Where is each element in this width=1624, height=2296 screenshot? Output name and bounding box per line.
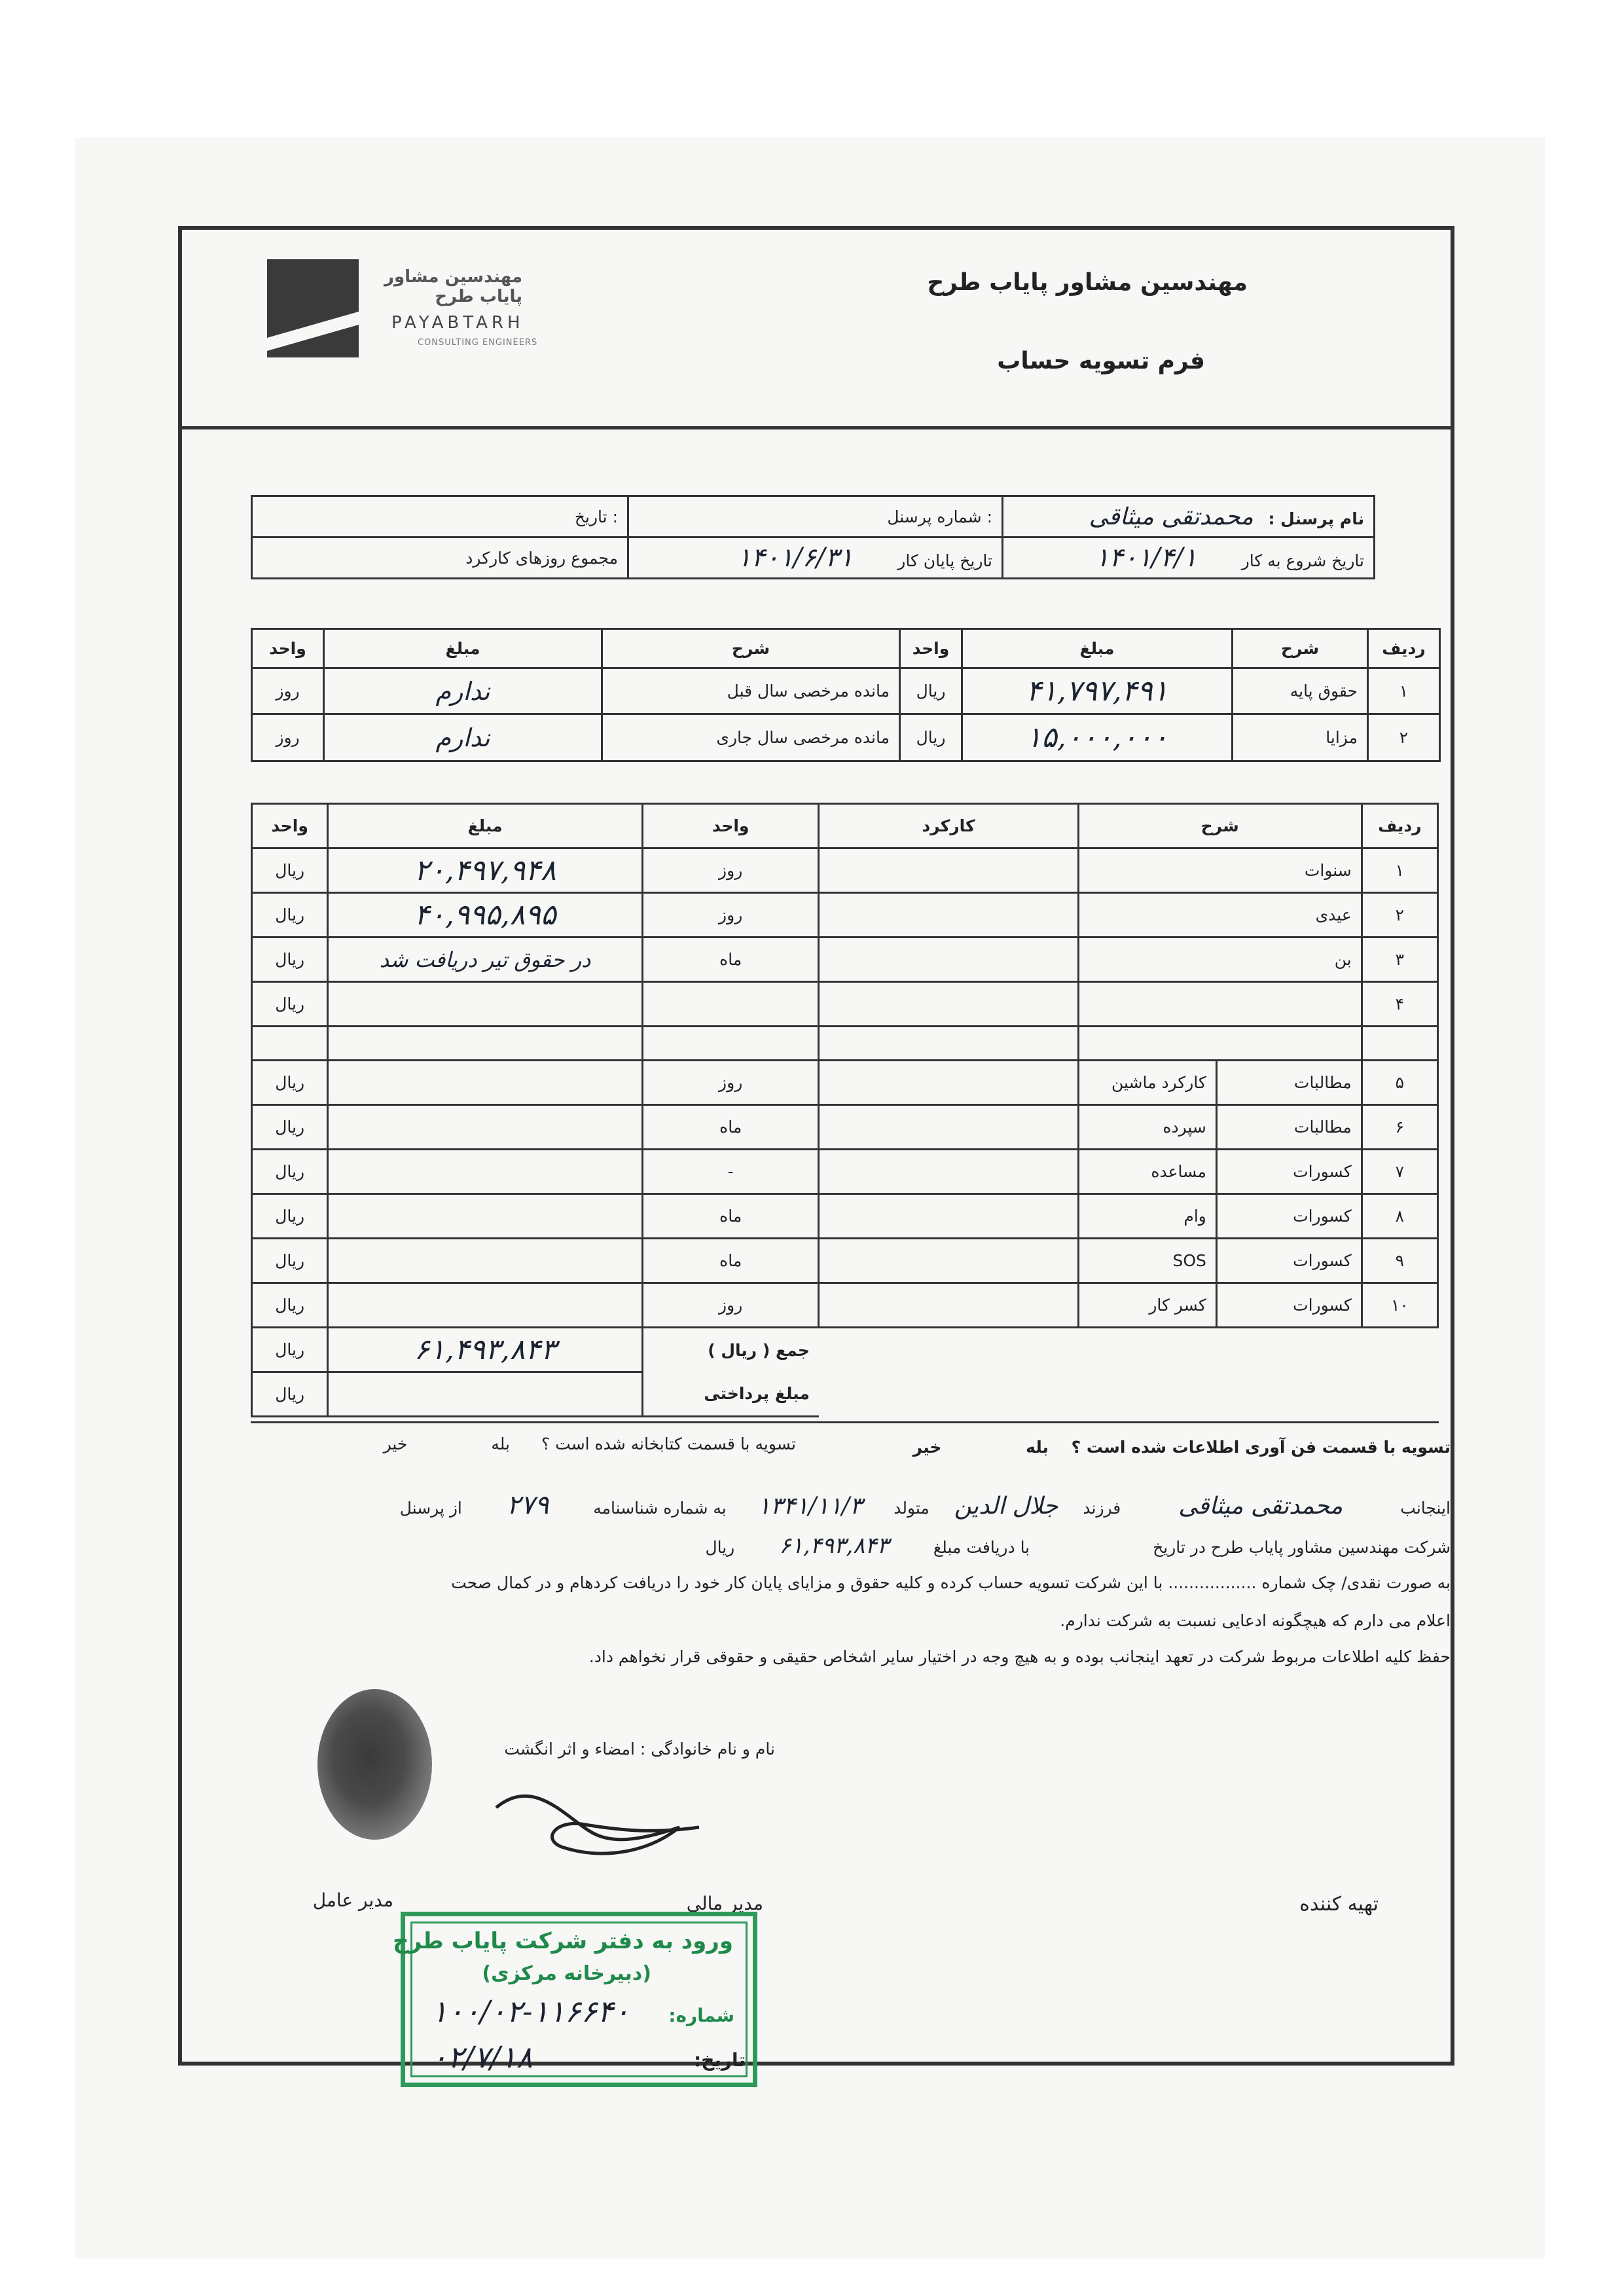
settle-header-unit: واحد <box>252 804 328 848</box>
table-row <box>252 1105 1438 1150</box>
table-row <box>252 982 1438 1027</box>
settle-header-work: کارکرد <box>819 804 1078 848</box>
unit-cell: ریال <box>900 668 962 714</box>
unit-cell: ریال <box>252 1150 328 1194</box>
settle-header-desc: شرح <box>1078 804 1362 848</box>
subcategory-cell: کارکرد ماشین <box>1078 1061 1216 1105</box>
declaration-text: ریال <box>705 1538 735 1557</box>
unit-cell: ریال <box>252 1194 328 1239</box>
salary-header-amount2: مبلغ <box>324 629 602 668</box>
signature-label: نام و نام خانوادگی : امضاء و اثر انگشت <box>504 1740 775 1758</box>
row-number-cell: ۱ <box>1368 668 1440 714</box>
table-row <box>252 1283 1438 1328</box>
settle-header-amount: مبلغ <box>328 804 643 848</box>
unit-cell: روز <box>252 668 324 714</box>
start-date-label: تاریخ شروع به کار <box>1241 551 1364 570</box>
amount-cell: ۴۱,۷۹۷,۴۹۱ <box>1026 674 1168 708</box>
total-unit: ریال <box>252 1328 328 1372</box>
category-cell: سنوات <box>1078 848 1362 893</box>
personnel-info-table <box>251 495 1375 579</box>
amount-value: ۴۰,۹۹۵,۸۹۵ <box>414 898 556 932</box>
qty-unit-cell <box>642 1027 818 1061</box>
stamp-date-value: ۰۲/۷/۱۸ <box>431 2039 533 2075</box>
payable-value <box>328 1372 643 1417</box>
qty-unit-cell: - <box>642 1150 818 1194</box>
work-cell <box>819 982 1078 1027</box>
category-cell <box>1078 982 1362 1027</box>
salary-header-amount: مبلغ <box>962 629 1233 668</box>
it-question-text: تسویه با قسمت فن آوری اطلاعات شده است ؟ <box>1071 1438 1451 1457</box>
category-cell: عیدی <box>1078 893 1362 938</box>
empty-cell <box>819 1372 1438 1417</box>
payable-unit: ریال <box>252 1372 328 1417</box>
table-row <box>252 893 1438 938</box>
unit-cell: ریال <box>900 714 962 761</box>
qty-unit-cell: روز <box>642 893 818 938</box>
salary-table <box>251 628 1441 762</box>
declaration-text: از پرسنل <box>399 1499 462 1518</box>
start-date-cell <box>1003 538 1375 579</box>
finance-manager-label: مدیر مالی <box>686 1893 763 1914</box>
table-row <box>252 848 1438 893</box>
table-row <box>252 938 1438 982</box>
amount-cell <box>328 1194 643 1239</box>
it-settlement-question <box>913 1438 1451 1457</box>
end-date-cell <box>628 538 1003 579</box>
qty-unit-cell: روز <box>642 1061 818 1105</box>
table-row <box>252 1061 1438 1105</box>
library-no-option[interactable]: خیر <box>383 1434 408 1453</box>
subcategory-cell: SOS <box>1078 1239 1216 1283</box>
table-row <box>252 1027 1438 1061</box>
row-number-cell: ۳ <box>1362 938 1437 982</box>
fingerprint-icon <box>317 1689 432 1840</box>
subcategory-cell: کسر کار <box>1078 1283 1216 1328</box>
table-row <box>252 1194 1438 1239</box>
amount-value: در حقوق تیر دریافت شد <box>379 947 591 972</box>
amount-cell <box>328 1061 643 1105</box>
stamp-number-label: شماره: <box>668 2005 734 2026</box>
name-cell <box>1003 496 1375 538</box>
declaration-line-4: اعلام می دارم که هیچگونه ادعایی نسبت به شرکت ندارم. <box>1060 1611 1451 1630</box>
salary-header-unit: واحد <box>900 629 962 668</box>
employee-name-handwritten: محمدتقی میثاقی <box>1178 1493 1343 1520</box>
it-no-option[interactable]: خیر <box>912 1438 942 1457</box>
amount-cell <box>328 938 643 982</box>
work-cell <box>819 1283 1078 1328</box>
desc-cell: مزایا <box>1233 714 1368 761</box>
logo-mark-icon <box>267 259 359 357</box>
declaration-text: با دریافت مبلغ <box>933 1538 1030 1557</box>
work-cell <box>819 1027 1078 1061</box>
amount-cell: ندارم <box>435 676 490 706</box>
amount-cell <box>328 1283 643 1328</box>
name-label: نام پرسنل : <box>1268 509 1364 528</box>
amount-value: ۲۰,۴۹۷,۹۴۸ <box>414 854 556 887</box>
date-cell <box>252 496 628 538</box>
row-number-cell: ۵ <box>1362 1061 1437 1105</box>
name-value: محمدتقی میثاقی <box>1089 503 1254 530</box>
category-cell <box>1078 1027 1362 1061</box>
qty-unit-cell: ماه <box>642 1239 818 1283</box>
qty-unit-cell: روز <box>642 848 818 893</box>
stamp-date-label: تاریخ: <box>694 2049 746 2071</box>
qty-unit-cell: ماه <box>642 938 818 982</box>
birth-date-handwritten: ۱۳۴۱/۱۱/۳ <box>757 1493 863 1520</box>
row-number-cell: ۱۰ <box>1362 1283 1437 1328</box>
ceo-label: مدیر عامل <box>312 1889 393 1911</box>
stamp-title: ورود به دفتر شرکت پایاب طرح <box>393 1928 733 1954</box>
declaration-line-5: حفظ کلیه اطلاعات مربوط شرکت در تعهد اینجانب بوده و به هیچ وجه در اختیار سایر اشخاص حقیقی و حقوقی قرار نخواهم داد. <box>588 1647 1451 1666</box>
row-number-cell: ۹ <box>1362 1239 1437 1283</box>
category-cell: مطالبات <box>1216 1061 1362 1105</box>
logo-subtitle: CONSULTING ENGINEERS <box>418 338 538 348</box>
unit-cell: ریال <box>252 1239 328 1283</box>
it-yes-option[interactable]: بله <box>1026 1438 1049 1457</box>
personnel-number-label: شماره پرسنل : <box>887 507 992 526</box>
declaration-line-3: به صورت نقدی/ چک شماره ................. با این شرکت تسویه حساب کرده و کلیه حقوق و مزایای پایان کار خود را دریافت کردهام و در کمال صحت <box>451 1573 1451 1592</box>
declaration-text: شرکت مهندسین مشاور پایاب طرح در تاریخ <box>1153 1538 1451 1557</box>
work-cell <box>819 1239 1078 1283</box>
start-date-value: ۱۴۰۱/۴/۱ <box>1094 543 1197 573</box>
row-number-cell: ۶ <box>1362 1105 1437 1150</box>
desc-cell: مانده مرخصی سال قبل <box>602 668 900 714</box>
stamp-subtitle: (دبیرخانه مرکزی) <box>482 1962 651 1985</box>
payable-label: مبلغ پرداختی <box>642 1372 818 1417</box>
work-cell <box>819 1061 1078 1105</box>
row-number-cell: ۲ <box>1368 714 1440 761</box>
category-cell: کسورات <box>1216 1239 1362 1283</box>
amount-cell <box>328 893 643 938</box>
logo-english-text: PAYABTARH <box>391 313 524 333</box>
amount-cell <box>328 1239 643 1283</box>
table-row <box>252 714 1440 761</box>
settle-header-qty-unit: واحد <box>642 804 818 848</box>
table-row <box>252 1239 1438 1283</box>
category-cell: کسورات <box>1216 1150 1362 1194</box>
settlement-table <box>251 803 1439 1417</box>
unit-cell: ریال <box>252 1105 328 1150</box>
table-row <box>252 668 1440 714</box>
signature-icon <box>483 1762 719 1860</box>
divider <box>251 1421 1439 1423</box>
qty-unit-cell <box>642 982 818 1027</box>
workdays-label: مجموع روزهای کارکرد <box>465 548 618 568</box>
library-yes-option[interactable]: بله <box>491 1434 510 1453</box>
work-cell <box>819 938 1078 982</box>
payable-row <box>252 1372 1438 1417</box>
work-cell <box>819 848 1078 893</box>
row-number-cell: ۴ <box>1362 982 1437 1027</box>
declaration-text: متولد <box>893 1499 929 1518</box>
subcategory-cell: مساعده <box>1078 1150 1216 1194</box>
row-number-cell: ۱ <box>1362 848 1437 893</box>
work-cell <box>819 1150 1078 1194</box>
salary-header-desc: شرح <box>1233 629 1368 668</box>
amount-cell: ۱۵,۰۰۰,۰۰۰ <box>1026 721 1168 754</box>
unit-cell: ریال <box>252 938 328 982</box>
work-cell <box>819 1194 1078 1239</box>
unit-cell: ریال <box>252 1061 328 1105</box>
form-title: فرم تسویه حساب <box>997 348 1205 374</box>
amount-cell <box>328 1105 643 1150</box>
qty-unit-cell: روز <box>642 1283 818 1328</box>
row-number-cell: ۷ <box>1362 1150 1437 1194</box>
amount-cell <box>328 848 643 893</box>
declaration-line-1 <box>272 1490 1451 1520</box>
stamp-number-value: ۱۰۰/۰۲-۱۱۶۶۴۰ <box>431 1994 630 2029</box>
company-name: مهندسین مشاور پایاب طرح <box>927 269 1248 296</box>
unit-cell: روز <box>252 714 324 761</box>
salary-header-unit2: واحد <box>252 629 324 668</box>
unit-cell: ریال <box>252 893 328 938</box>
end-date-label: تاریخ پایان کار <box>897 551 992 570</box>
declaration-text: به شماره شناسنامه <box>593 1499 727 1518</box>
desc-cell: حقوق پایه <box>1233 668 1368 714</box>
unit-cell: ریال <box>252 982 328 1027</box>
category-cell: مطالبات <box>1216 1105 1362 1150</box>
total-row <box>252 1328 1438 1372</box>
library-question-text: تسویه با قسمت کتابخانه شده است ؟ <box>541 1434 796 1453</box>
logo-persian-text: مهندسین مشاور پایاب طرح <box>384 267 522 306</box>
table-row <box>252 1150 1438 1194</box>
salary-header-row-no: ردیف <box>1368 629 1440 668</box>
unit-cell <box>252 1027 328 1061</box>
form-header <box>182 230 1451 429</box>
category-cell: کسورات <box>1216 1194 1362 1239</box>
company-logo <box>267 259 555 371</box>
salary-header-desc2: شرح <box>602 629 900 668</box>
category-cell: کسورات <box>1216 1283 1362 1328</box>
row-number-cell: ۸ <box>1362 1194 1437 1239</box>
desc-cell: مانده مرخصی سال جاری <box>602 714 900 761</box>
empty-cell <box>819 1328 1438 1372</box>
declaration-line-2 <box>272 1533 1451 1559</box>
father-name-handwritten: جلال الدین <box>954 1493 1058 1520</box>
prepared-by-label: تهیه کننده <box>1299 1893 1379 1916</box>
work-cell <box>819 893 1078 938</box>
category-cell: بن <box>1078 938 1362 982</box>
amount-cell <box>328 982 643 1027</box>
amount-cell: ندارم <box>435 723 490 752</box>
received-amount-handwritten: ۶۱,۴۹۳,۸۴۳ <box>779 1533 889 1559</box>
personnel-number-cell <box>628 496 1003 538</box>
qty-unit-cell: ماه <box>642 1194 818 1239</box>
declaration-text: اینجانب <box>1400 1499 1451 1518</box>
date-label: تاریخ : <box>574 507 618 526</box>
library-settlement-question <box>384 1434 796 1453</box>
subcategory-cell: سپرده <box>1078 1105 1216 1150</box>
unit-cell: ریال <box>252 848 328 893</box>
end-date-value: ۱۴۰۱/۶/۳۱ <box>736 543 854 573</box>
workdays-cell <box>252 538 628 579</box>
subcategory-cell: وام <box>1078 1194 1216 1239</box>
total-label: جمع ( ریال ) <box>642 1328 818 1372</box>
qty-unit-cell: ماه <box>642 1105 818 1150</box>
settle-header-row-no: ردیف <box>1362 804 1437 848</box>
declaration-text: فرزند <box>1083 1499 1121 1518</box>
row-number-cell: ۲ <box>1362 893 1437 938</box>
id-number-handwritten: ۲۷۹ <box>506 1490 549 1520</box>
unit-cell: ریال <box>252 1283 328 1328</box>
amount-cell <box>328 1027 643 1061</box>
row-number-cell <box>1362 1027 1437 1061</box>
total-value: ۶۱,۴۹۳,۸۴۳ <box>414 1333 556 1366</box>
amount-cell <box>328 1150 643 1194</box>
work-cell <box>819 1105 1078 1150</box>
